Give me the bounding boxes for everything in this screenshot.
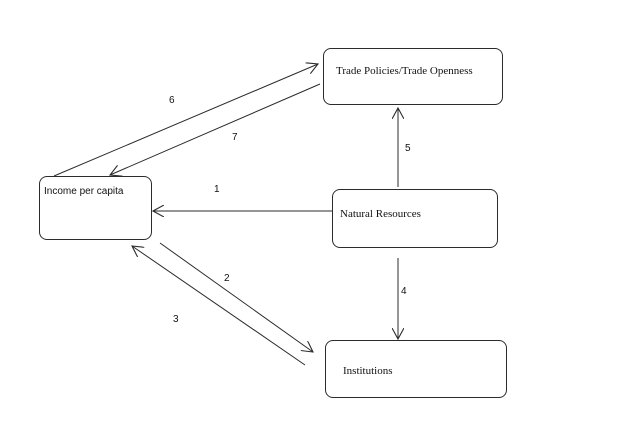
edge-2-label: 2 — [224, 273, 230, 284]
node-trade-policies — [323, 48, 503, 105]
edge-7-label: 7 — [232, 132, 238, 143]
node-institutions — [325, 340, 507, 398]
node-natural-resources — [332, 189, 498, 248]
edge-2-line — [160, 243, 313, 352]
node-income-per-capita — [39, 176, 152, 240]
edge-6-line — [54, 64, 318, 176]
edge-5-label: 5 — [405, 143, 411, 154]
node-natural-resources-label: Natural Resources — [340, 208, 421, 220]
node-trade-policies-label: Trade Policies/Trade Openness — [336, 65, 473, 77]
node-income-per-capita-label: Income per capita — [44, 186, 124, 197]
edge-3-line — [132, 246, 305, 365]
edge-7-line — [110, 84, 320, 175]
edge-1-label: 1 — [214, 184, 220, 195]
edge-4-label: 4 — [401, 286, 407, 297]
edge-3-label: 3 — [173, 314, 179, 325]
edge-6-label: 6 — [169, 95, 175, 106]
node-institutions-label: Institutions — [343, 365, 393, 377]
